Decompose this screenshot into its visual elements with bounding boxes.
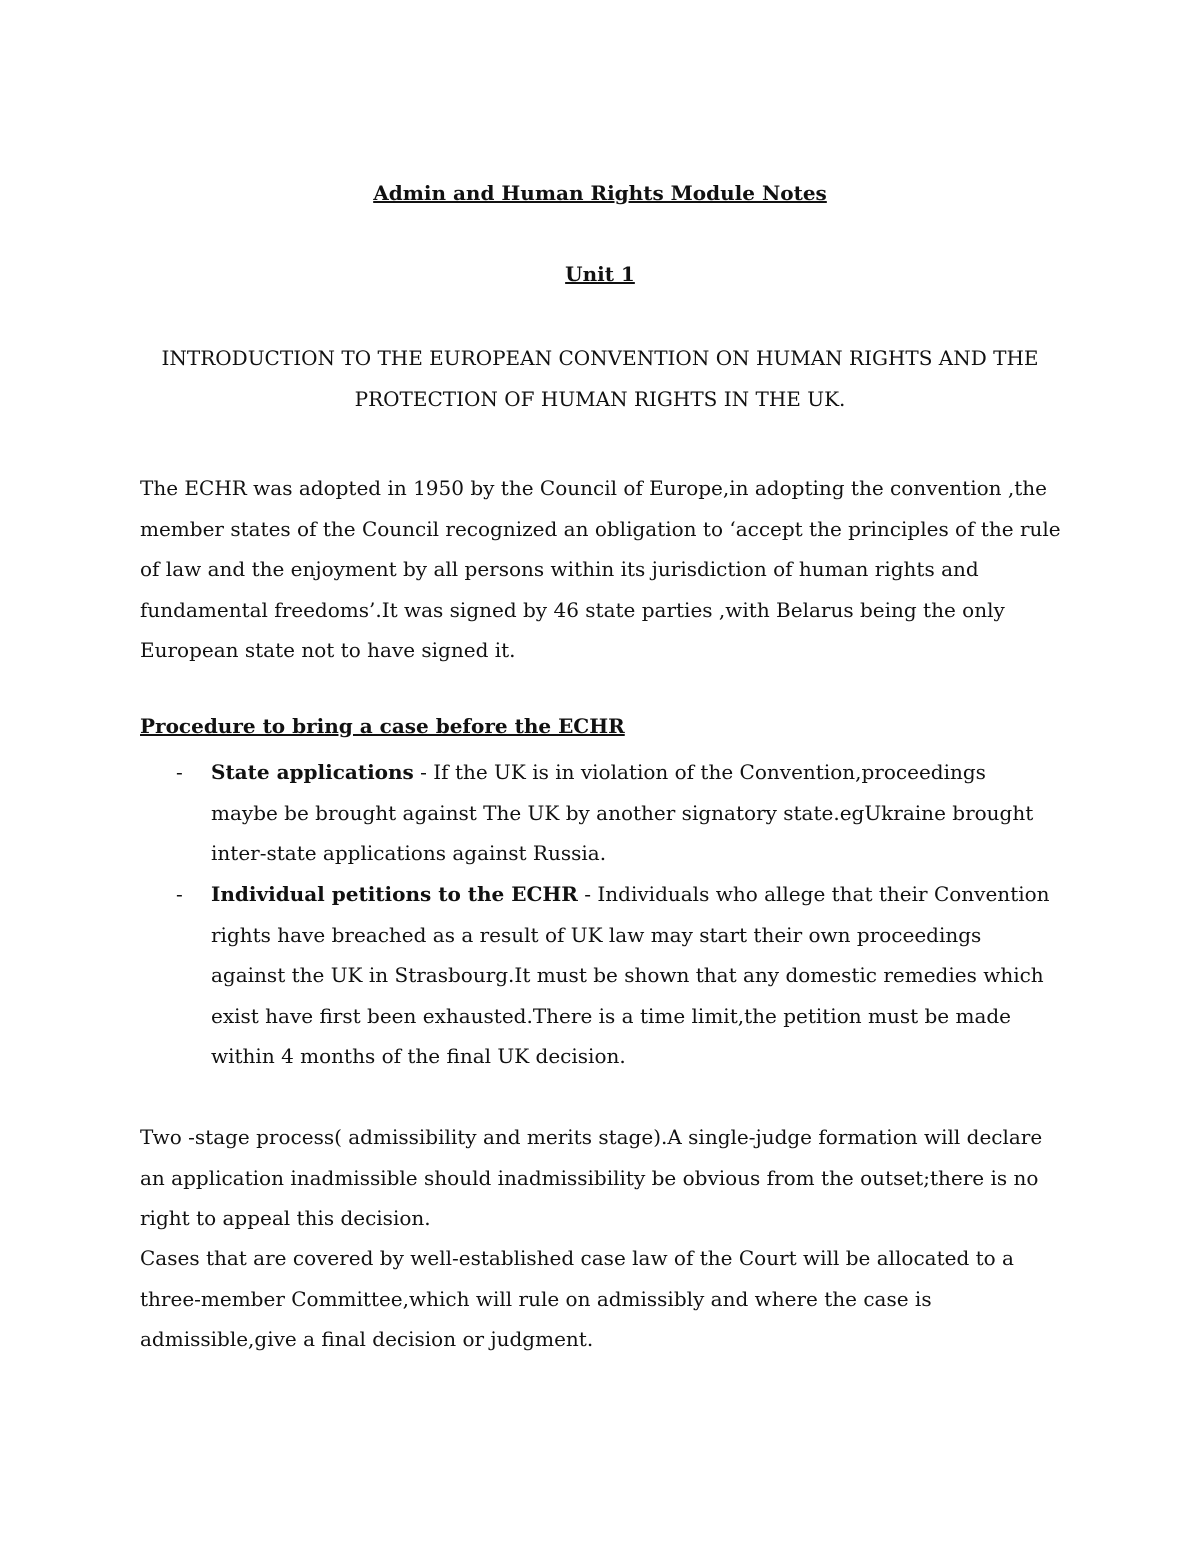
bullet-text [211, 752, 1051, 874]
intro-heading: INTRODUCTION TO THE EUROPEAN CONVENTION ON HUMAN RIGHTS AND THE PROTECTION OF HUMAN RIGHTS IN THE UK. [161, 346, 1039, 411]
bullet-term: State applications [211, 760, 414, 784]
bullet-description: - Individuals who allege that their Convention rights have breached as a result of UK law may start their own proceedings against the UK in Strasbourg.It must be shown that any domestic remedies which exist have first been exhausted.There is a time limit,the petition must be made within 4 months of the final UK decision. [211, 882, 1050, 1068]
section-heading-procedure: Procedure to bring a case before the ECHR [140, 714, 625, 738]
paragraph-committee-cases: Cases that are covered by well-established case law of the Court will be allocated to a three-member Committee,which will rule on admissibly and where the case is admissible,give a final decision or judgment. [140, 1246, 1014, 1351]
list-item-state-applications [140, 752, 1070, 874]
paragraph-two-stage-process: Two -stage process( admissibility and merits stage).A single-judge formation will declare an application inadmissible should inadmissibility be obvious from the outset;there is no right to appeal this decision. [140, 1125, 1043, 1230]
document-title: Admin and Human Rights Module Notes [373, 181, 827, 205]
bullet-term: Individual petitions to the ECHR [211, 882, 578, 906]
bullet-dash: - [176, 760, 183, 784]
unit-title: Unit 1 [565, 262, 635, 286]
bullet-description: - If the UK is in violation of the Convention,proceedings maybe be brought against The UK by another signatory state.egUkraine brought inter-state applications against Russia. [211, 760, 1034, 865]
list-item-individual-petitions [140, 874, 1070, 1077]
paragraph-echr-adoption: The ECHR was adopted in 1950 by the Council of Europe,in adopting the convention ,the member states of the Council recognized an obligation to ‘accept the principles of the rule of law and the enjoyment by all persons within its jurisdiction of human rights and fundamental freedoms’.It was signed by 46 state parties ,with Belarus being the only European state not to have signed it. [140, 476, 1061, 662]
bullet-text [211, 874, 1051, 1077]
bullet-dash: - [176, 882, 183, 906]
